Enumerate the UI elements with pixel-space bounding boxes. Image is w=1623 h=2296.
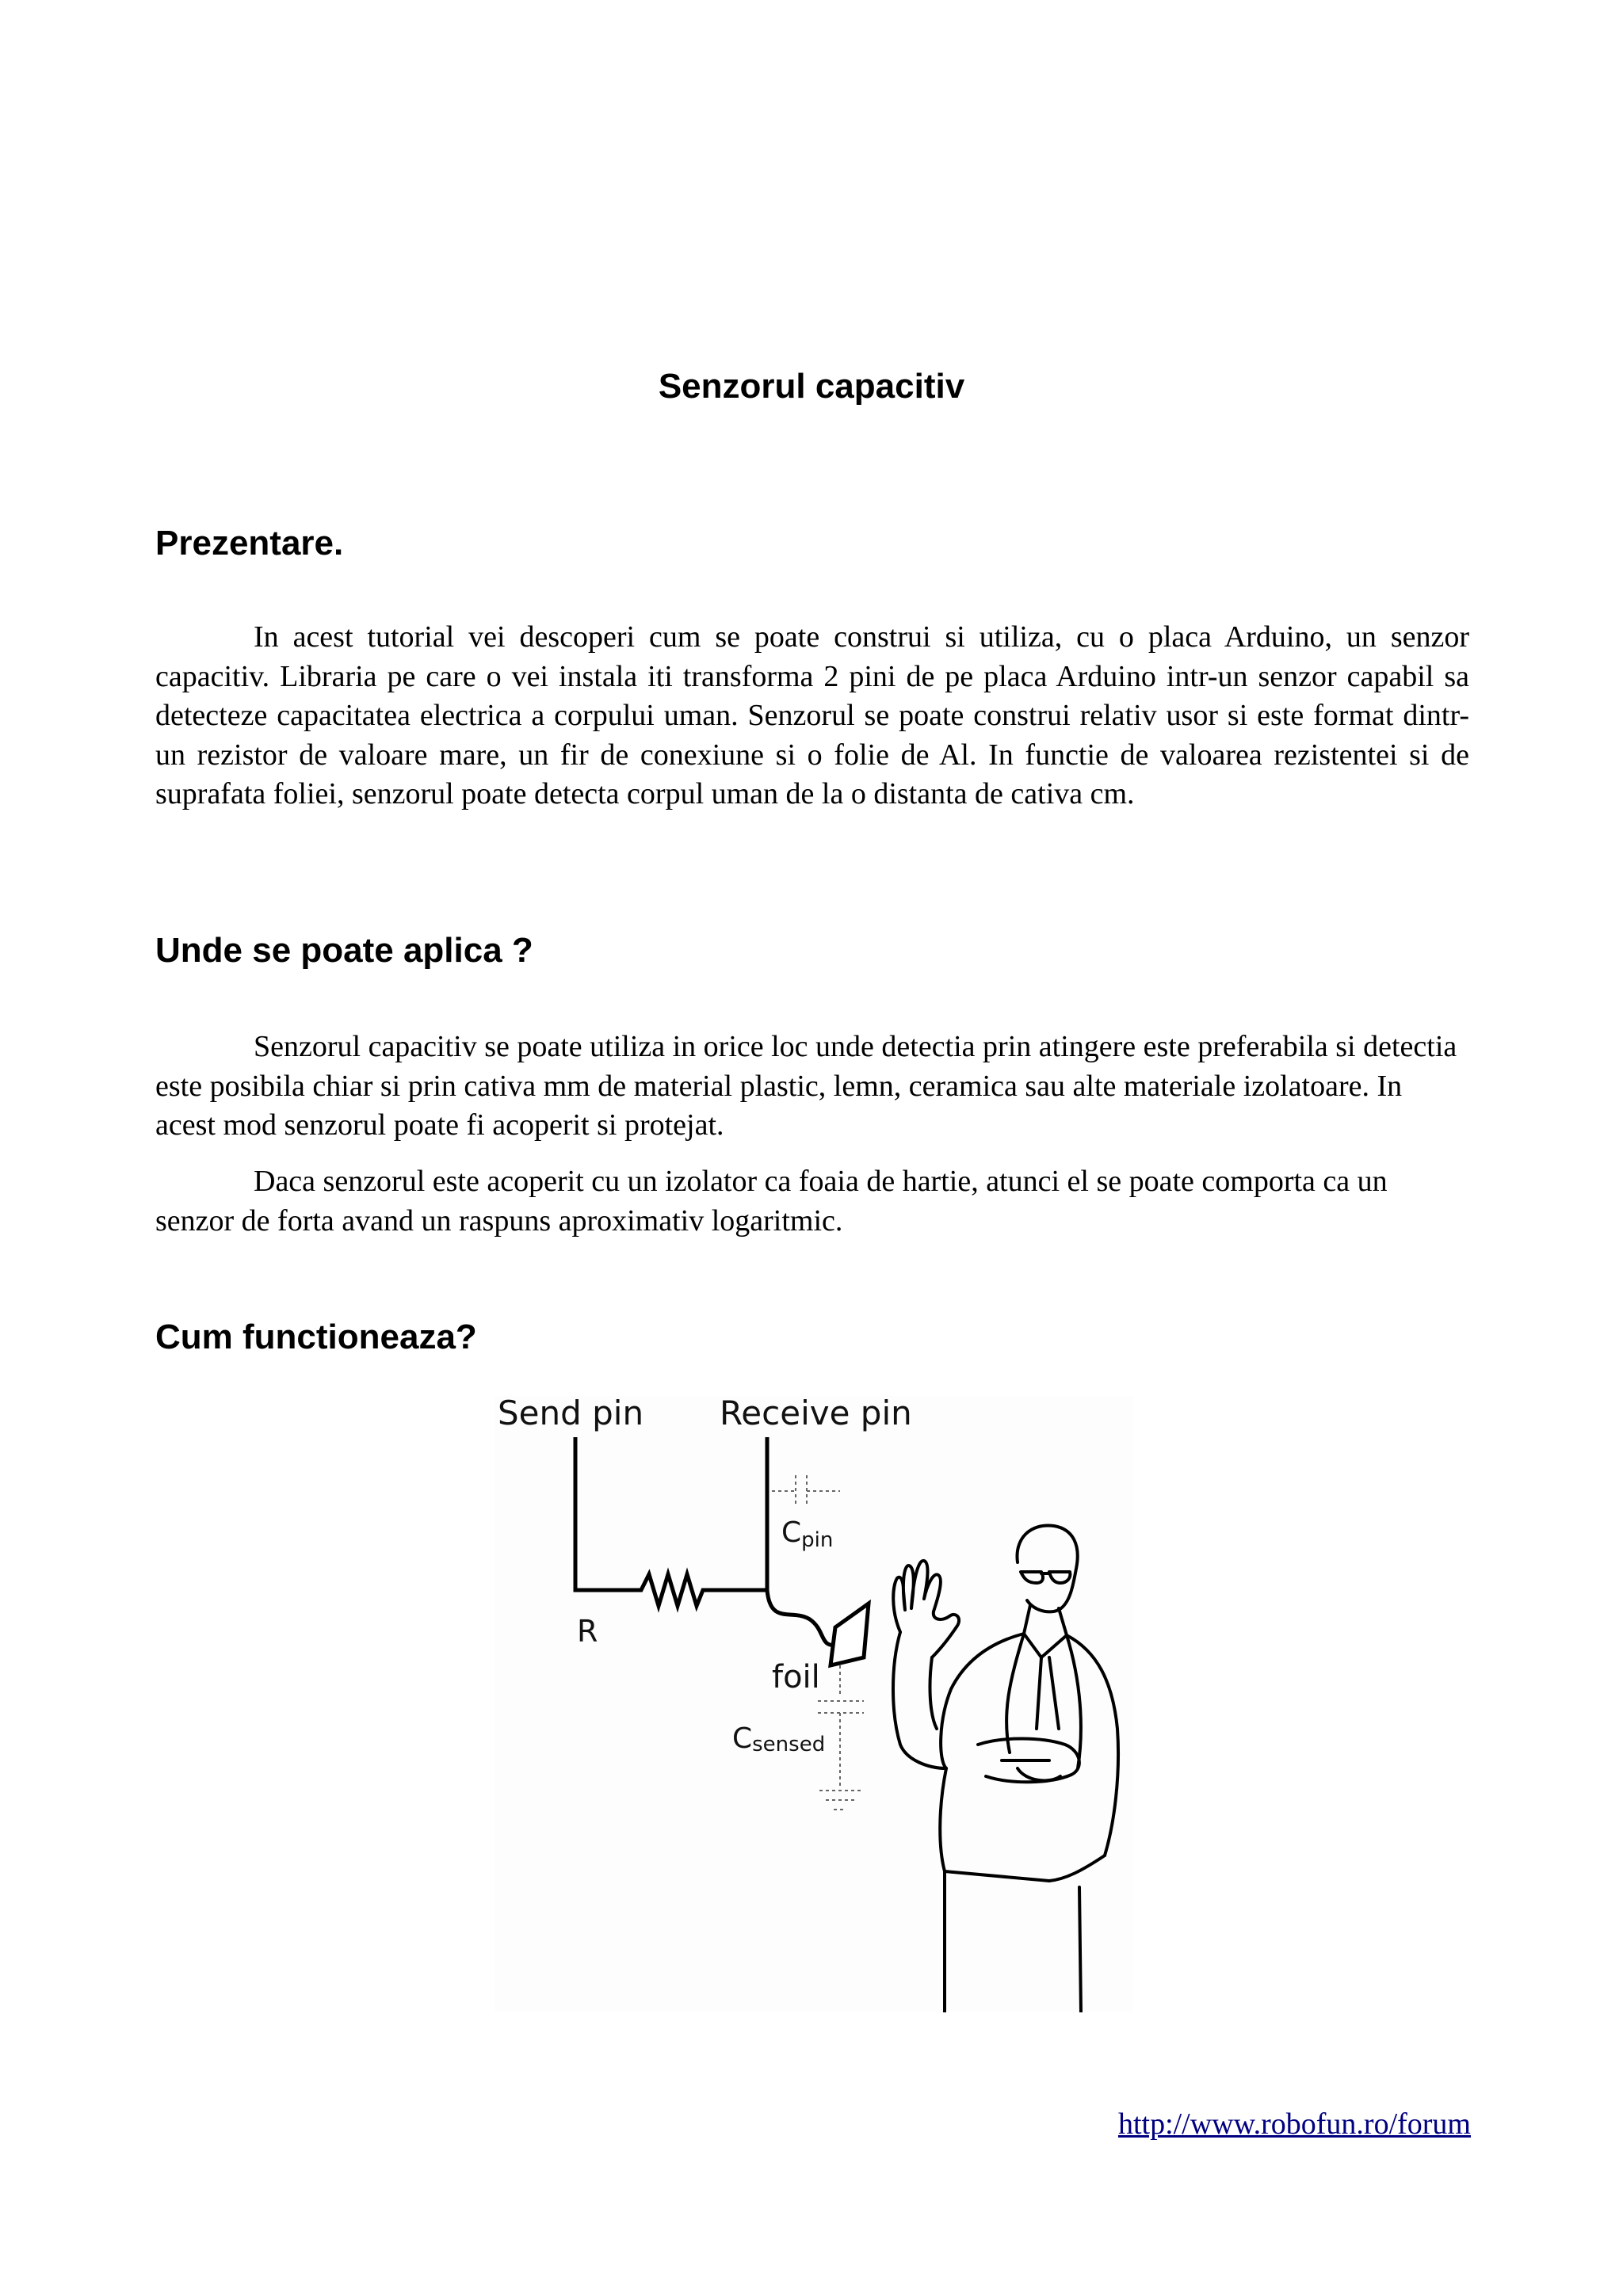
section-heading-cum: Cum functioneaza? [155, 1318, 477, 1356]
foil-label: foil [772, 1659, 820, 1695]
document-title: Senzorul capacitiv [658, 367, 965, 406]
receive-pin-label: Receive pin [720, 1396, 912, 1432]
foil-plate [831, 1604, 869, 1665]
capacitive-sensor-diagram [495, 1396, 1133, 2012]
applications-paragraph-2: Daca senzorul este acoperit cu un izolator ca foaia de hartie, atunci el se poate comporta ca un senzor de forta avand un raspuns aproximativ logaritmic. [155, 1165, 1388, 1238]
send-pin-label: Send pin [498, 1396, 644, 1432]
foil-wire [767, 1590, 837, 1645]
section-heading-unde: Unde se poate aplica ? [155, 931, 533, 970]
forum-link[interactable]: http://www.robofun.ro/forum [1117, 2107, 1471, 2141]
c-pin-label: Cpin [781, 1516, 834, 1552]
c-pin-capacitor [772, 1475, 840, 1507]
circuit-wire [575, 1437, 767, 1606]
intro-paragraph: In acest tutorial vei descoperi cum se poate construi si utiliza, cu o placa Arduino, un senzor capacitiv. Libraria pe care o vei instala iti transforma 2 pini de pe placa Arduino intr-un senzor capabil sa detecteze capacitatea electrica a corpului uman. Senzorul se poate construi relativ usor si este format dintr-un rezistor de valoare mare, un fir de conexiune si o folie de Al. In functie de valoarea rezistentei si de suprafata foliei, senzorul poate detecta corpul uman de la o distanta de cativa cm. [155, 620, 1469, 810]
c-sensed-label: Csensed [732, 1722, 826, 1756]
resistor-label: R [577, 1614, 598, 1649]
applications-paragraph-1: Senzorul capacitiv se poate utiliza in orice loc unde detectia prin atingere este preferabila si detectia este posibila chiar si prin cativa mm de material plastic, lemn, ceramica sau alte materiale izolatoare. In acest mod senzorul poate fi acoperit si protejat. [155, 1030, 1457, 1142]
section-heading-prezentare: Prezentare. [155, 524, 344, 563]
person-illustration [893, 1525, 1118, 2012]
